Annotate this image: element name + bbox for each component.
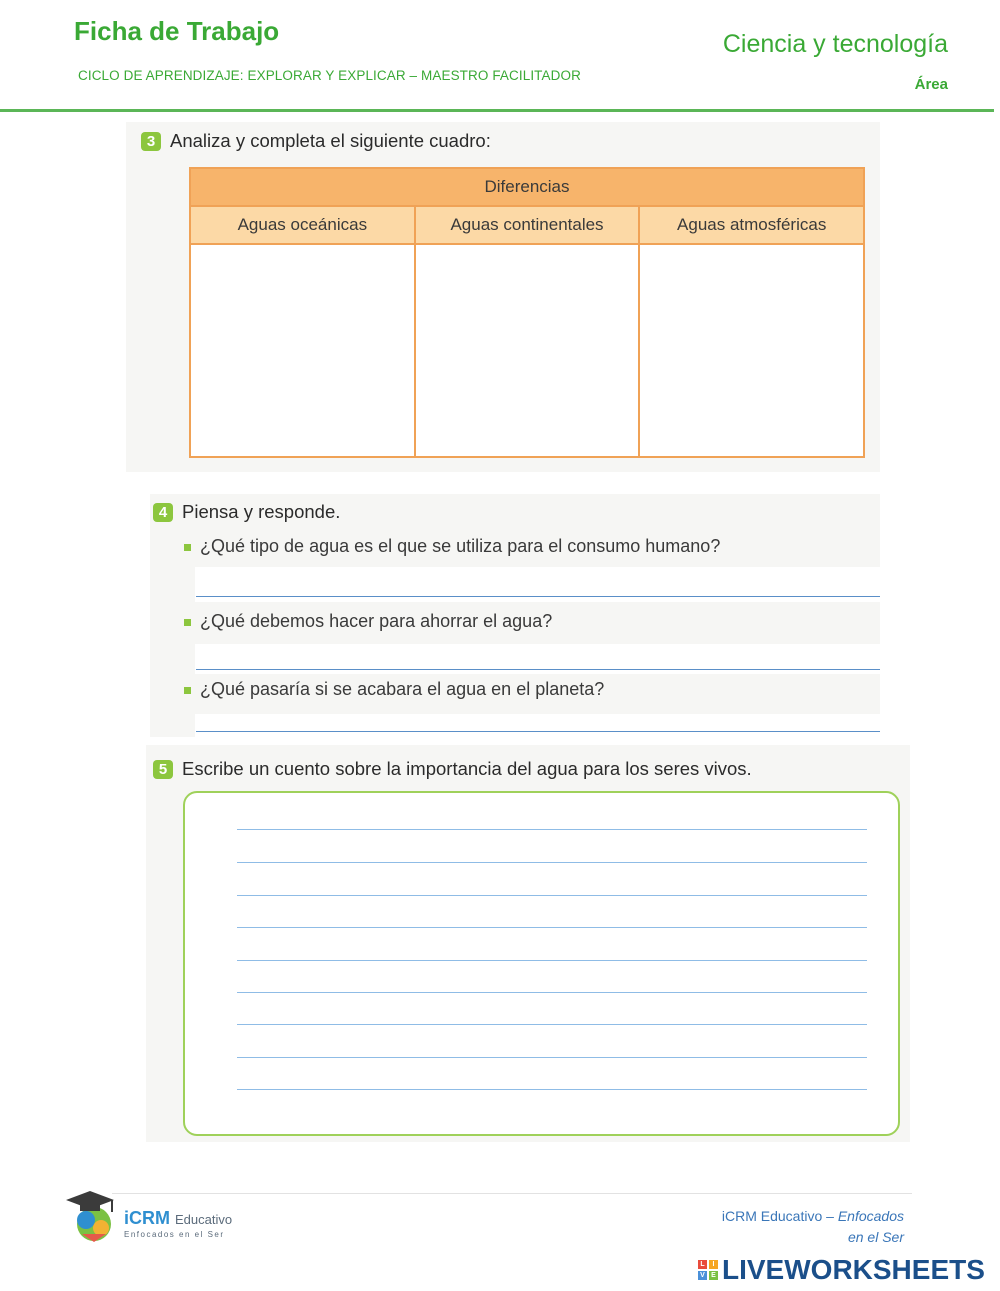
writing-line (237, 1089, 867, 1090)
writing-line (237, 1057, 867, 1058)
logo-sub-text: Educativo (175, 1212, 233, 1227)
logo-wordmark (124, 1208, 232, 1229)
writing-line (237, 1024, 867, 1025)
question-4-panel-left (150, 567, 195, 737)
question-4-heading (153, 501, 340, 523)
question-3-prompt: Analiza y completa el siguiente cuadro: (170, 130, 491, 151)
subject-title: Ciencia y tecnología (722, 30, 948, 58)
question-text: ¿Qué pasaría si se acabara el agua en el planeta? (200, 679, 605, 699)
writing-line (237, 927, 867, 928)
question-4-item-3 (184, 679, 604, 700)
badge-letter: V (698, 1271, 707, 1280)
logo-main-text: iCRM (124, 1208, 170, 1228)
writing-line (237, 960, 867, 961)
question-text: ¿Qué tipo de agua es el que se utiliza para el consumo humano? (200, 536, 721, 556)
answer-line-3[interactable] (196, 731, 880, 732)
question-number-badge: 3 (141, 132, 161, 151)
graduation-cap-logo-icon (64, 1188, 122, 1244)
table-title: Diferencias (191, 169, 863, 207)
liveworksheets-badge-icon (698, 1260, 718, 1280)
bullet-icon (184, 687, 191, 694)
area-label: Área (914, 76, 948, 93)
answer-cell-oceanic[interactable] (191, 245, 416, 456)
question-text: ¿Qué debemos hacer para ahorrar el agua? (200, 611, 553, 631)
badge-letter: L (698, 1260, 707, 1269)
learning-cycle-label: CICLO DE APRENDIZAJE: EXPLORAR Y EXPLICAR – MAESTRO FACILITADOR (78, 68, 581, 83)
footer-brand-slogan-1: Enfocados (837, 1208, 904, 1224)
question-5-prompt: Escribe un cuento sobre la importancia del agua para los seres vivos. (182, 758, 752, 779)
footer-brand (722, 1206, 904, 1248)
footer-brand-slogan-2: en el Ser (847, 1229, 904, 1245)
header-divider (0, 109, 994, 112)
column-header-atmospheric: Aguas atmosféricas (677, 215, 827, 234)
question-number-badge: 4 (153, 503, 173, 522)
answer-cell-continental[interactable] (416, 245, 641, 456)
writing-line (237, 992, 867, 993)
liveworksheets-text: LIVEWORKSHEETS (722, 1254, 985, 1285)
worksheet-title: Ficha de Trabajo (74, 16, 280, 46)
badge-letter: E (709, 1271, 718, 1280)
footer-divider (112, 1193, 912, 1194)
liveworksheets-logo (698, 1254, 985, 1286)
answer-line-1[interactable] (196, 596, 880, 597)
question-4-item-2 (184, 611, 552, 632)
answer-line-2[interactable] (196, 669, 880, 670)
table-header-row (191, 207, 863, 245)
story-writing-box[interactable] (183, 791, 900, 1136)
differences-table (189, 167, 865, 458)
writing-line (237, 862, 867, 863)
writing-line (237, 829, 867, 830)
footer-brand-name: iCRM Educativo – (721, 1208, 838, 1224)
writing-line (237, 895, 867, 896)
badge-letter: I (709, 1260, 718, 1269)
bullet-icon (184, 544, 191, 551)
question-5-heading (153, 758, 752, 780)
question-3-heading (141, 130, 491, 152)
question-4-prompt: Piensa y responde. (182, 501, 341, 522)
bullet-icon (184, 619, 191, 626)
logo-tagline: Enfocados en el Ser (124, 1230, 225, 1239)
question-number-badge: 5 (153, 760, 173, 779)
column-header-continental: Aguas continentales (416, 207, 641, 243)
table-body-row (191, 245, 863, 456)
column-header-oceanic: Aguas oceánicas (191, 207, 416, 243)
answer-cell-atmospheric[interactable] (640, 245, 863, 456)
question-4-item-1 (184, 536, 720, 557)
